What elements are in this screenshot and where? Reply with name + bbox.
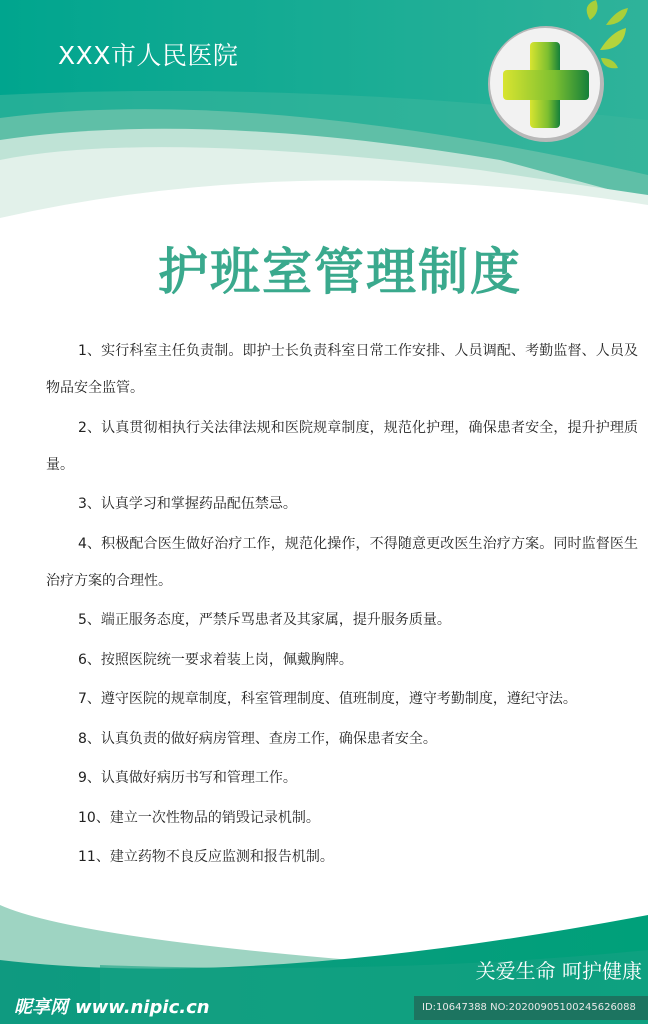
watermark xyxy=(14,993,210,1019)
rule-item: 11、建立药物不良反应监测和报告机制。 xyxy=(78,849,334,865)
rule-item: 1、实行科室主任负责制。即护士长负责科室日常工作安排、人员调配、考勤监督、人员及物品安全监管。 xyxy=(46,343,638,396)
rule-item: 2、认真贯彻相执行关法律法规和医院规章制度，规范化护理，确保患者安全，提升护理质量。 xyxy=(46,419,638,473)
rule-item: 7、遵守医院的规章制度，科室管理制度、值班制度，遵守考勤制度，遵纪守法。 xyxy=(78,691,577,707)
watermark-brand: 昵享网 xyxy=(14,997,68,1018)
page-title: 护班室管理制度 xyxy=(158,243,522,301)
rule-item: 5、端正服务态度，严禁斥骂患者及其家属，提升服务质量。 xyxy=(78,612,451,628)
rule-item: 6、按照医院统一要求着装上岗，佩戴胸牌。 xyxy=(78,651,353,668)
rule-item: 8、认真负责的做好病房管理、查房工作，确保患者安全。 xyxy=(78,730,437,747)
medical-cross-logo-icon xyxy=(486,0,648,150)
hospital-name: XXX市人民医院 xyxy=(58,41,239,70)
slogan: 关爱生命 呵护健康 xyxy=(475,959,642,983)
rule-item: 4、积极配合医生做好治疗工作，规范化操作，不得随意更改医生治疗方案。同时监督医生治疗方案的合理性。 xyxy=(46,535,638,589)
rule-item: 10、建立一次性物品的销毁记录机制。 xyxy=(78,809,320,826)
rule-item: 3、认真学习和掌握药品配伍禁忌。 xyxy=(78,496,297,512)
watermark-url: www.nipic.cn xyxy=(74,997,210,1018)
rules-list xyxy=(46,333,638,879)
rule-item: 9、认真做好病历书写和管理工作。 xyxy=(78,770,297,786)
image-id: ID:10647388 NO:20200905100245626088 xyxy=(414,996,648,1020)
